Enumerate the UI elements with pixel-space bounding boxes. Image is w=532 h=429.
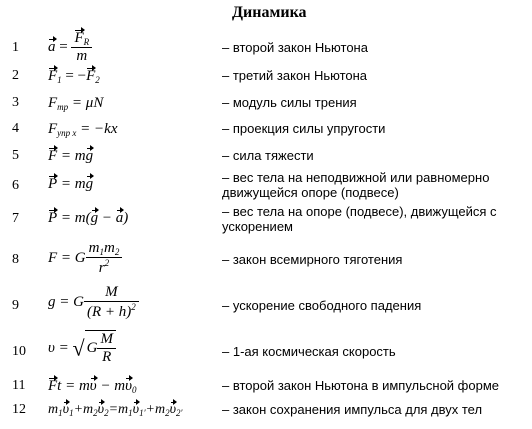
- formula-description: – вес тела на опоре (подвесе), движущейся с ускорением: [222, 204, 497, 234]
- formula-row: [0, 378, 532, 400]
- formula-newton-2: a = $\frac{F_R}{m}$: [48, 30, 92, 65]
- formula-description: – сила тяжести: [222, 148, 314, 163]
- row-number: 10: [12, 344, 26, 359]
- formula-row: [0, 284, 532, 328]
- formula-description: – проекция силы упругости: [222, 121, 386, 136]
- formula-gravitation: F = G $\frac{m_1m_2}{r^2}$: [48, 240, 122, 277]
- formula-description: – вес тела на неподвижной или равномерно движущейся опоре (подвесе): [222, 170, 490, 200]
- formula-gravity: F = mg: [48, 148, 94, 164]
- row-number: 2: [12, 68, 19, 83]
- row-number: 7: [12, 211, 19, 226]
- row-number: 8: [12, 252, 19, 267]
- row-number: 5: [12, 148, 19, 163]
- formula-weight: P = mg: [48, 176, 94, 192]
- row-number: 9: [12, 298, 19, 313]
- formula-row: [0, 204, 532, 236]
- formula-momentum-conservation: $m_1\upsilon_1+m_2\upsilon_2=m_1\upsilon_{1'}+m_2\upsilon_{2'}$: [48, 402, 183, 418]
- formula-weight-accel: P = m(g − a): [48, 210, 129, 226]
- row-number: 1: [12, 40, 19, 55]
- formula-row: [0, 402, 532, 424]
- formula-description: – 1-ая космическая скорость: [222, 344, 396, 359]
- formula-elastic: $F_{упр x} = -kx$: [48, 121, 118, 138]
- formula-row: [0, 148, 532, 170]
- formula-row: [0, 240, 532, 280]
- row-number: 3: [12, 95, 19, 110]
- formula-impulse: $Ft = m\upsilon - m\upsilon_0$: [48, 378, 137, 395]
- formula-description: – второй закон Ньютона: [222, 40, 368, 55]
- formula-cosmic-speed: υ = √ G $\frac{M}{R}$: [48, 330, 116, 366]
- formula-newton-3: $F_1 = -F_2$: [48, 68, 100, 85]
- formula-row: [0, 330, 532, 374]
- formula-description: – третий закон Ньютона: [222, 68, 368, 83]
- row-number: 6: [12, 178, 19, 193]
- formula-row: [0, 68, 532, 90]
- formula-free-fall: g = G $\frac{M}{(R + h)^2}$: [48, 284, 139, 321]
- formula-description: – второй закон Ньютона в импульсной форме: [222, 378, 499, 393]
- formula-description: – модуль силы трения: [222, 95, 357, 110]
- formula-row: [0, 95, 532, 117]
- formula-description: – закон сохранения импульса для двух тел: [222, 402, 483, 417]
- formula-description: – закон всемирного тяготения: [222, 252, 403, 267]
- formula-row: [0, 121, 532, 143]
- row-number: 4: [12, 121, 19, 136]
- formula-row: [0, 170, 532, 202]
- formula-friction: $F_{тр} = \mu N$: [48, 95, 104, 112]
- page-title: Динамика: [232, 4, 307, 21]
- formula-description: – ускорение свободного падения: [222, 298, 422, 313]
- row-number: 11: [12, 378, 26, 393]
- row-number: 12: [12, 402, 26, 417]
